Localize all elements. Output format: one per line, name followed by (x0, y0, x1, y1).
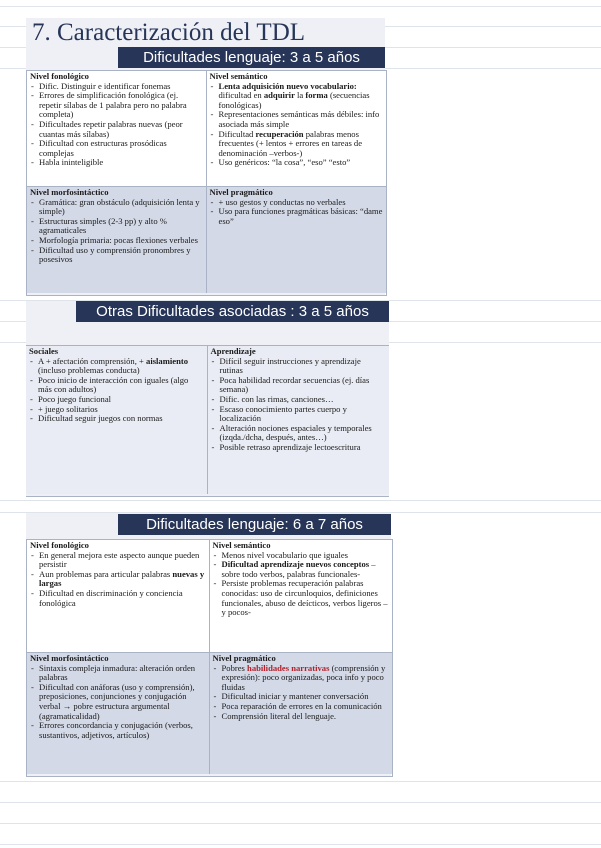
list-item: - Uso para funciones pragmáticas básicas: “dame eso” (210, 207, 384, 226)
list-item: - Alteración nociones espaciales y temporales (izqda./dcha, después, antes…) (211, 424, 387, 443)
list-item: - Posible retraso aprendizaje lectoescritura (211, 443, 387, 453)
list-item: - Persiste problemas recuperación palabras conocidas: uso de circunloquios, definiciones funcionales, abuso de deícticos, verbos ligeros –y pocos- (213, 579, 390, 617)
list-item: - Morfología primaria: pocas flexiones verbales (30, 236, 203, 246)
s2-aprendizaje-cell (208, 346, 390, 494)
list-item: - Estructuras simples (2-3 pp) y alto % agramaticales (30, 217, 203, 236)
ruled-line (0, 6, 601, 7)
list-item: - Habla ininteligible (30, 158, 203, 168)
list-item: - Aun problemas para articular palabras nuevas y largas (30, 570, 206, 589)
list-item: - Dific. Distinguir e identificar fonemas (30, 82, 203, 92)
section3-banner: Dificultades lenguaje: 6 a 7 años (118, 514, 391, 535)
s3-pragmatico-heading: Nivel pragmático (212, 653, 276, 663)
s1-morfosintactico-cell (27, 187, 207, 293)
section3-table (26, 539, 393, 777)
ruled-line (0, 500, 601, 501)
s2-aprendizaje-heading: Aprendizaje (210, 346, 256, 356)
list-item: - Poca reparación de errores en la comunicación (213, 702, 390, 712)
ruled-line (0, 823, 601, 824)
list-item: - Poco inicio de interacción con iguales (algo más con adultos) (29, 376, 204, 395)
s1-pragmatico-cell (207, 187, 387, 293)
list-item: - En general mejora este aspecto aunque pueden persistir (30, 551, 206, 570)
list-item: - Menos nivel vocabulario que iguales (213, 551, 390, 561)
section2-banner: Otras Dificultades asociadas : 3 a 5 años (76, 301, 389, 322)
ruled-line (0, 844, 601, 845)
section1-banner: Dificultades lenguaje: 3 a 5 años (118, 47, 385, 68)
list-item: - + uso gestos y conductas no verbales (210, 198, 384, 208)
list-item: - Dificultades repetir palabras nuevas (peor cuantas más sílabas) (30, 120, 203, 139)
list-item: - Dificultad con anáforas (uso y comprensión), preposiciones, conjunciones y conjugación verbal → pobre estructura argumental (agramaticalidad) (30, 683, 206, 721)
s2-sociales-cell (26, 346, 208, 494)
s3-semantico-heading: Nivel semántico (212, 540, 271, 550)
list-item: - Sintaxis compleja inmadura: alteración orden palabras (30, 664, 206, 683)
list-item: - + juego solitarios (29, 405, 204, 415)
s1-fonologico-cell (27, 71, 207, 187)
list-item: - Dificultad iniciar y mantener conversación (213, 692, 390, 702)
section1-table (26, 70, 387, 296)
list-item: - Gramática: gran obstáculo (adquisición lenta y simple) (30, 198, 203, 217)
section2-table (26, 345, 389, 497)
list-item: - Errores de simplificación fonológica (ej. repetir sílabas de 1 palabra pero no palabra completa) (30, 91, 203, 120)
s1-semantico-cell (207, 71, 387, 187)
s2-sociales-heading: Sociales (29, 346, 59, 356)
list-item: - Pobres habilidades narrativas (comprensión y expresión): poco organizadas, poca info y poco fluidas (213, 664, 390, 693)
list-item: - Dific. con las rimas, canciones… (211, 395, 387, 405)
s3-semantico-cell (210, 540, 393, 653)
list-item: - Errores concordancia y conjugación (verbos, sustantivos, adjetivos, artículos) (30, 721, 206, 740)
s3-morfosintactico-cell (27, 653, 210, 774)
list-item: - Uso genéricos: “la cosa”, “eso” “esto” (210, 158, 384, 168)
s3-fonologico-cell (27, 540, 210, 653)
list-item: - Dificultad aprendizaje nuevos conceptos –sobre todo verbos, palabras funcionales- (213, 560, 390, 579)
list-item: - Lenta adquisición nuevo vocabulario: dificultad en adquirir la forma (secuencias fonológicas) (210, 82, 384, 111)
list-item: - Dificultad uso y comprensión pronombres y posesivos (30, 246, 203, 265)
list-item: - Dificultad con estructuras prosódicas complejas (30, 139, 203, 158)
ruled-line (0, 802, 601, 803)
list-item: - A + afectación comprensión, + aislamiento (incluso problemas conducta) (29, 357, 204, 376)
list-item: - Dificultad en discriminación y conciencia fonológica (30, 589, 206, 608)
list-item: - Difícil seguir instrucciones y aprendizaje rutinas (211, 357, 387, 376)
list-item: - Comprensión literal del lenguaje. (213, 712, 390, 722)
list-item: - Dificultad seguir juegos con normas (29, 414, 204, 424)
ruled-line (0, 781, 601, 782)
page-title: 7. Caracterización del TDL (32, 19, 306, 46)
s3-pragmatico-cell (210, 653, 393, 774)
s1-morfosintactico-heading: Nivel morfosintáctico (30, 187, 109, 197)
list-item: - Representaciones semánticas más débiles: info asociada más simple (210, 110, 384, 129)
s1-pragmatico-heading: Nivel pragmático (209, 187, 273, 197)
s1-semantico-heading: Nivel semántico (209, 71, 268, 81)
s1-fonologico-heading: Nivel fonológico (30, 71, 89, 81)
list-item: - Dificultad recuperación palabras menos frecuentes (+ lentos + errores en tareas de denominación –verbos-) (210, 130, 384, 159)
list-item: - Poca habilidad recordar secuencias (ej. días semana) (211, 376, 387, 395)
s3-fonologico-heading: Nivel fonológico (30, 540, 89, 550)
list-item: - Poco juego funcional (29, 395, 204, 405)
list-item: - Escaso conocimiento partes cuerpo y localización (211, 405, 387, 424)
s3-morfosintactico-heading: Nivel morfosintáctico (30, 653, 109, 663)
